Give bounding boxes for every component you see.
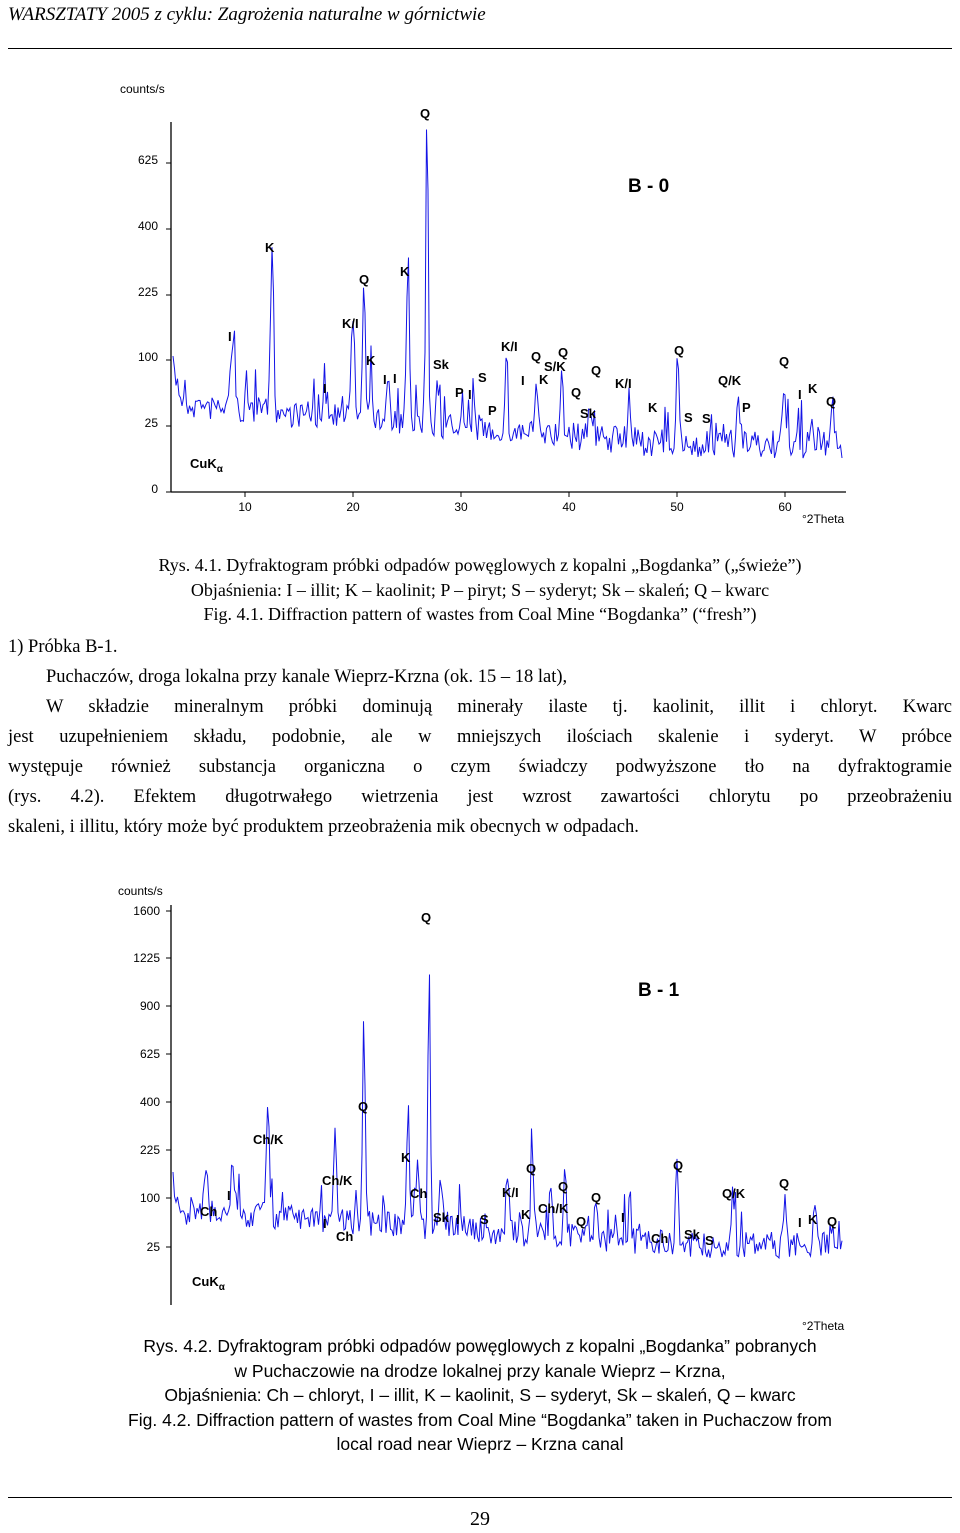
y-tick-labels <box>138 153 158 496</box>
y-tick: 1225 <box>133 951 160 965</box>
peak-label: Q <box>420 106 431 121</box>
peak-label: S <box>684 410 693 425</box>
peak-label: Q <box>779 354 790 369</box>
peak-label: K/I <box>502 1185 519 1200</box>
x-tick: 10 <box>238 500 252 514</box>
peak-label: K <box>539 372 549 387</box>
peak-label: Q <box>827 1214 838 1229</box>
y-tick: 25 <box>146 1240 160 1254</box>
y-tick: 400 <box>139 1095 160 1109</box>
y-tick: 100 <box>137 350 158 364</box>
y-tick: 625 <box>139 1047 160 1061</box>
x-axis-label: °2Theta <box>802 512 845 526</box>
peak-label: I <box>798 1215 802 1230</box>
peak-label: Q <box>531 349 542 364</box>
peak-label: K <box>366 353 376 368</box>
peak-label: Ch/K <box>322 1173 353 1188</box>
y-tick: 900 <box>139 999 160 1013</box>
x-axis-label: °2Theta <box>802 1319 845 1333</box>
page-number: 29 <box>470 1508 490 1530</box>
peak-label: Q <box>673 1158 684 1173</box>
peak-label: I <box>621 1210 625 1225</box>
peak-label: Ch <box>651 1231 669 1246</box>
caption-line: Rys. 4.1. Dyfraktogram próbki odpadów powęglowych z kopalni „Bogdanka” („świeże”) <box>158 555 802 575</box>
peak-label: S <box>705 1233 714 1248</box>
caption-line: w Puchaczowie na drodze lokalnej przy kanale Wieprz – Krzna, <box>234 1360 726 1381</box>
y-tick-marks <box>166 911 171 1247</box>
y-tick: 1600 <box>133 904 160 918</box>
y-tick: 25 <box>144 416 158 430</box>
peak-label: Q <box>571 385 582 400</box>
peak-label: K/I <box>501 339 518 354</box>
radiation-label: CuK$_\alpha$ <box>192 1274 225 1293</box>
peak-label: Q <box>421 910 432 925</box>
peak-label: P <box>488 403 497 418</box>
x-tick-marks <box>245 492 785 497</box>
peak-label: Q <box>526 1161 537 1176</box>
y-tick: 625 <box>137 153 158 167</box>
peak-label: P <box>742 400 751 415</box>
caption-line: Objaśnienia: Ch – chloryt, I – illit, K – kaolinit, S – syderyt, Sk – skaleń, Q – kwarc <box>164 1385 796 1405</box>
peak-label: Ch <box>410 1186 428 1201</box>
diffraction-trace <box>173 975 842 1259</box>
caption-line: local road near Wieprz – Krzna canal <box>336 1434 624 1454</box>
peak-label: Q <box>358 1099 369 1114</box>
paragraph-line: W składzie mineralnym próbki dominują minerały ilaste tj. kaolinit, illit i chloryt. Kwarc <box>46 697 952 717</box>
paragraph-line: Puchaczów, droga lokalna przy kanale Wieprz-Krzna (ok. 15 – 18 lat), <box>46 667 568 687</box>
peak-label: K <box>401 1150 411 1165</box>
peak-label: S <box>478 370 487 385</box>
diffractogram-b1 <box>0 875 960 1335</box>
peak-label: Q <box>674 343 685 358</box>
section-heading: 1) Próbka B-1. <box>8 637 118 657</box>
peak-label: Q <box>576 1214 587 1229</box>
peak-label: Q/K <box>722 1186 746 1201</box>
y-axis-label: counts/s <box>120 82 165 96</box>
peak-label: I <box>323 381 327 396</box>
peak-label: Ch/K <box>538 1201 569 1216</box>
peak-label: Sk <box>580 406 596 421</box>
y-tick-marks <box>166 163 171 492</box>
y-tick: 225 <box>137 285 158 299</box>
paragraph-line: (rys. 4.2). Efektem długotrwałego wietrzenia jest wzrost zawartości chlorytu po przeobrażeniu <box>8 787 952 807</box>
y-tick: 100 <box>139 1191 160 1205</box>
peak-label: Q <box>359 272 370 287</box>
peak-label: Sk <box>684 1227 700 1242</box>
caption-line: Fig. 4.2. Diffraction pattern of wastes from Coal Mine “Bogdanka” taken in Puchaczow from <box>128 1409 832 1430</box>
header-rule <box>8 48 952 49</box>
y-tick: 0 <box>151 482 158 496</box>
peak-label: S <box>702 411 711 426</box>
x-tick: 20 <box>346 500 360 514</box>
peak-label: Q <box>558 1179 569 1194</box>
peak-label: K <box>521 1207 531 1222</box>
peak-label: Q/K <box>718 373 742 388</box>
x-tick: 60 <box>778 500 792 514</box>
peak-label: Ch <box>336 1229 354 1244</box>
paragraph-line: skaleni, i illitu, który może być produktem przeobrażenia mik obecnych w odpadach. <box>8 817 639 837</box>
peak-label: Ch/K <box>253 1132 284 1147</box>
peak-label: Q <box>591 1190 602 1205</box>
peak-label: I <box>227 1188 231 1203</box>
y-axis-label: counts/s <box>118 884 163 898</box>
peak-label: K/I <box>615 376 632 391</box>
caption-line: Objaśnienia: I – illit; K – kaolinit; P – piryt; S – syderyt; Sk – skaleń; Q – kwarc <box>190 579 770 600</box>
peak-label: K <box>808 1212 818 1227</box>
paragraph-line: występuje również substancja organiczna o czym świadczy podwyższone tło na dyfraktogramie <box>8 757 952 777</box>
y-tick: 400 <box>137 219 158 233</box>
peak-label: I <box>228 329 232 344</box>
peak-label: P <box>455 385 464 400</box>
peak-label: Sk <box>433 1210 449 1225</box>
caption-line: Fig. 4.1. Diffraction pattern of wastes from Coal Mine “Bogdanka” (“fresh”) <box>203 604 757 624</box>
x-tick-labels <box>238 500 792 514</box>
figure-2-caption <box>0 1334 960 1457</box>
peak-label: K <box>648 400 658 415</box>
peak-label: I <box>798 387 802 402</box>
y-tick: 225 <box>139 1143 160 1157</box>
peak-label: I <box>456 1212 460 1227</box>
peak-label: K <box>400 264 410 279</box>
peak-label: Q <box>558 345 569 360</box>
x-tick: 30 <box>454 500 468 514</box>
paragraph-line: jest uzupełnieniem składu, podobnie, ale w mniejszych ilościach skalenie i syderyt. W próbce <box>8 727 952 747</box>
footer-rule <box>8 1497 952 1498</box>
peak-label: I <box>393 371 397 386</box>
peak-label: I <box>323 1216 327 1231</box>
peak-label: K <box>265 240 275 255</box>
caption-line: Rys. 4.2. Dyfraktogram próbki odpadów powęglowych z kopalni „Bogdanka” pobranych <box>143 1336 817 1356</box>
sample-label: B - 1 <box>638 980 680 1001</box>
x-tick: 40 <box>562 500 576 514</box>
peak-label: Q <box>826 394 837 409</box>
peak-label: I <box>521 373 525 388</box>
peak-label: S/K <box>544 359 566 374</box>
peak-label: I <box>383 372 387 387</box>
diffractogram-b0 <box>0 60 960 600</box>
running-header: WARSZTATY 2005 z cyklu: Zagrożenia naturalne w górnictwie <box>8 4 486 25</box>
peak-label: S <box>480 1212 489 1227</box>
peak-label: I <box>468 387 472 402</box>
peak-label: Sk <box>433 357 449 372</box>
sample-b1-section <box>8 632 952 842</box>
peak-label: Q <box>779 1176 790 1191</box>
x-tick: 50 <box>670 500 684 514</box>
y-tick-labels <box>133 904 160 1254</box>
radiation-label: CuK$_\alpha$ <box>190 456 223 475</box>
peak-label: Q <box>591 363 602 378</box>
peak-label: K <box>808 381 818 396</box>
sample-label: B - 0 <box>628 176 670 197</box>
peak-label: Ch <box>200 1204 218 1219</box>
figure-1-caption <box>0 553 960 627</box>
peak-label: K/I <box>342 316 359 331</box>
